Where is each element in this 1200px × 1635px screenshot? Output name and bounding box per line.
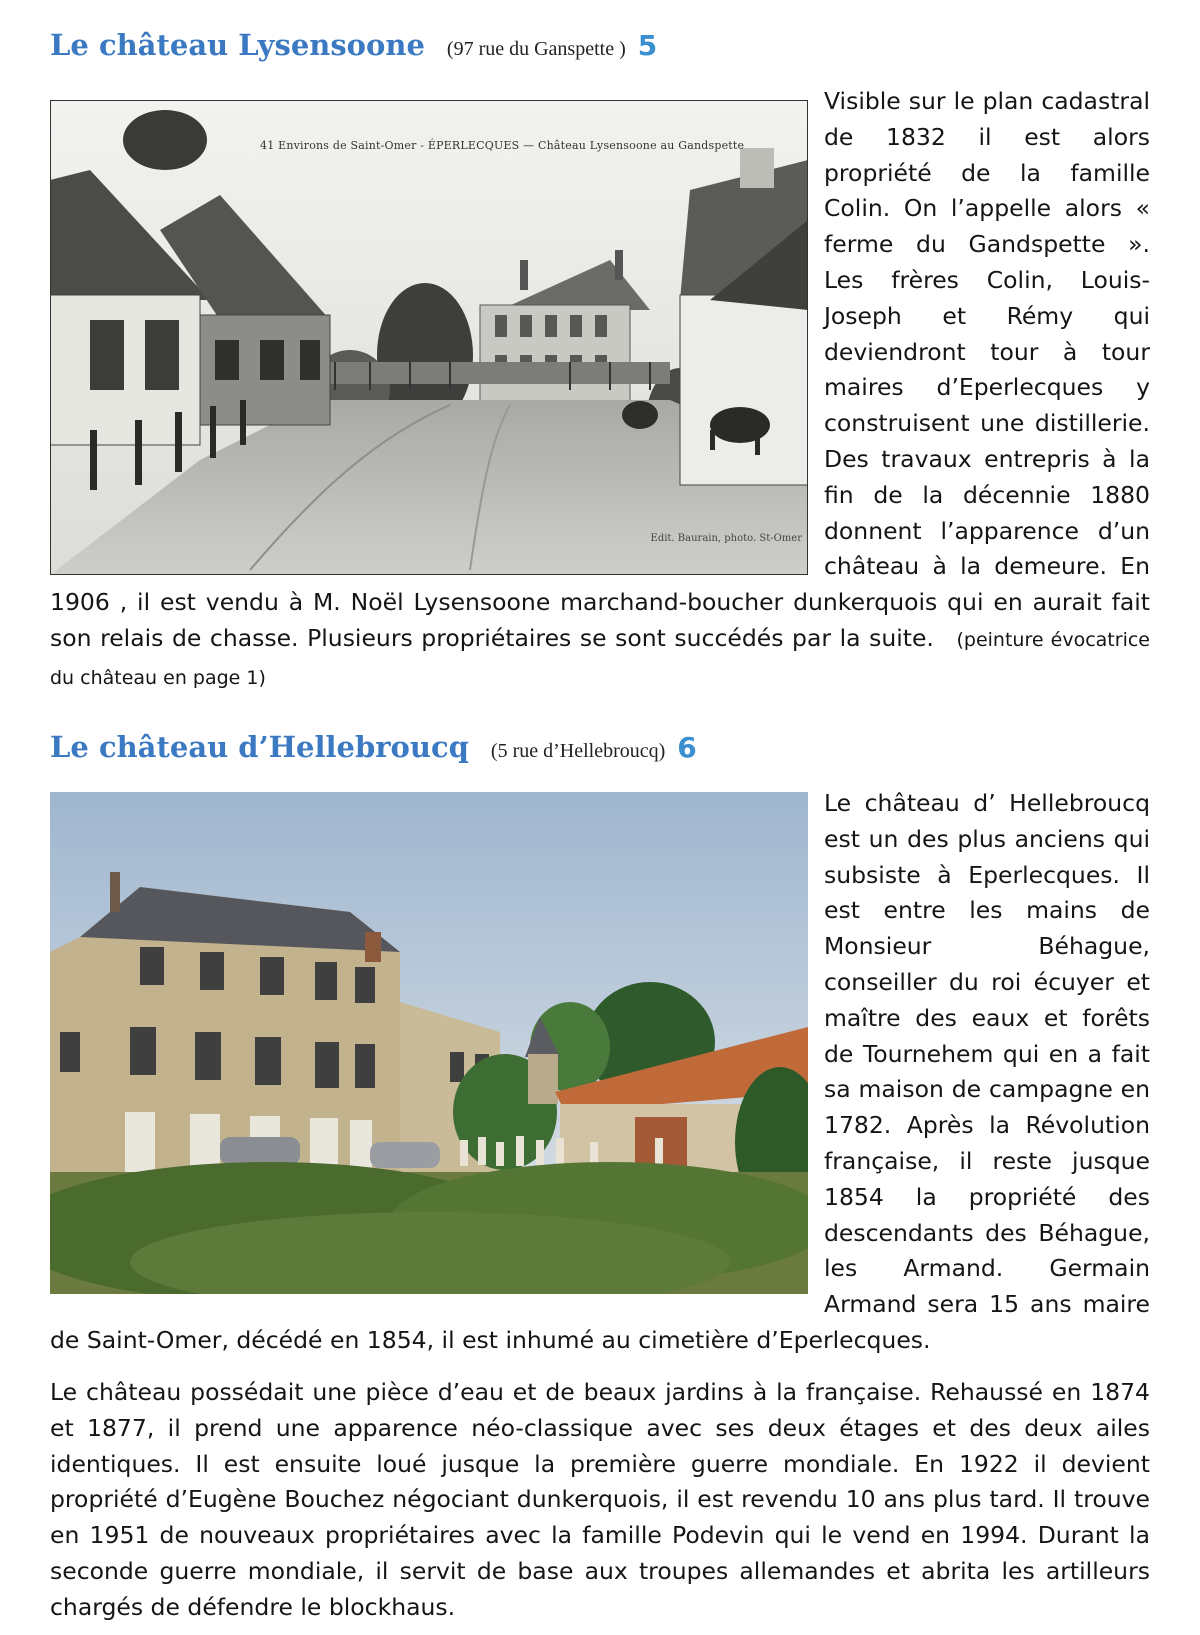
chateau-illustration [50,792,808,1294]
postcard-credit: Edit. Baurain, photo. St-Omer [650,533,802,545]
section2-address: (5 rue d’Hellebroucq) [490,740,666,762]
chateau-photo [50,792,808,1294]
postcard-caption: 41 Environs de Saint-Omer - ÉPERLECQUES — Château Lysensoone au Gandspette [260,139,745,152]
postcard-illustration [50,100,808,575]
section2-title: Le château d’Hellebroucq [50,730,469,764]
postcard-image [50,100,808,575]
section2-number: 6 [677,731,697,764]
section1-heading [50,28,657,62]
section1-text: Visible sur le plan cadastral de 1832 il est alors propriété de la famille Colin. On l’appelle alors « ferme du Gandspette ». Les frères Colin, Louis-Joseph et Rémy qui deviendront tour à tour maires d’Eperlecques y construisent une distillerie. Des travaux entrepris à la fin de la décennie 1880 donnent l’apparence d’un château à la demeure. En 1906 , il est vendu à M. Noël Lysensoone marchand-boucher dunkerquois qui en aurait fait son relais de chasse. Plusieurs propriétaires se sont succédés par la suite. [50,87,1150,652]
section1-note: (peinture évocatrice du château en page 1) [50,628,1150,689]
section1-number: 5 [637,29,658,62]
section2-text-2: Le château possédait une pièce d’eau et de beaux jardins à la française. Rehaussé en 1874 et 1877, il prend une apparence néo-classique avec ses deux étages et des deux ailes identiques. Il est ensuite loué jusque la première guerre mondiale. En 1922 il devient propriété d’Eugène Bouchez négociant dunkerquois, il est revendu 10 ans plus tard. Il trouve en 1951 de nouveaux propriétaires avec la famille Podevin qui le vend en 1994. Durant la seconde guerre mondiale, il servit de base aux troupes allemandes et abrita les artilleurs chargés de défendre le blockhaus. [50,1378,1150,1621]
section1-address: (97 rue du Ganspette ) [446,38,626,60]
section2-heading [50,730,697,764]
section2-text: Le château d’ Hellebroucq est un des plus anciens qui subsiste à Eperlecques. Il est entre les mains de Monsieur Béhague, conseiller du roi écuyer et maître des eaux et forêts de Tournehem qui en a fait sa maison de campagne en 1782. Après la Révolution française, il reste jusque 1854 la propriété des descendants des Béhague, les Armand. Germain Armand sera 15 ans maire de Saint-Omer, décédé en 1854, il est inhumé au cimetière d’Eperlecques. [50,789,1150,1354]
section2-paragraph [50,786,1150,1359]
section1-paragraph [50,84,1150,697]
section1-title: Le château Lysensoone [50,28,425,62]
section2-paragraph-2 [50,1375,1150,1626]
